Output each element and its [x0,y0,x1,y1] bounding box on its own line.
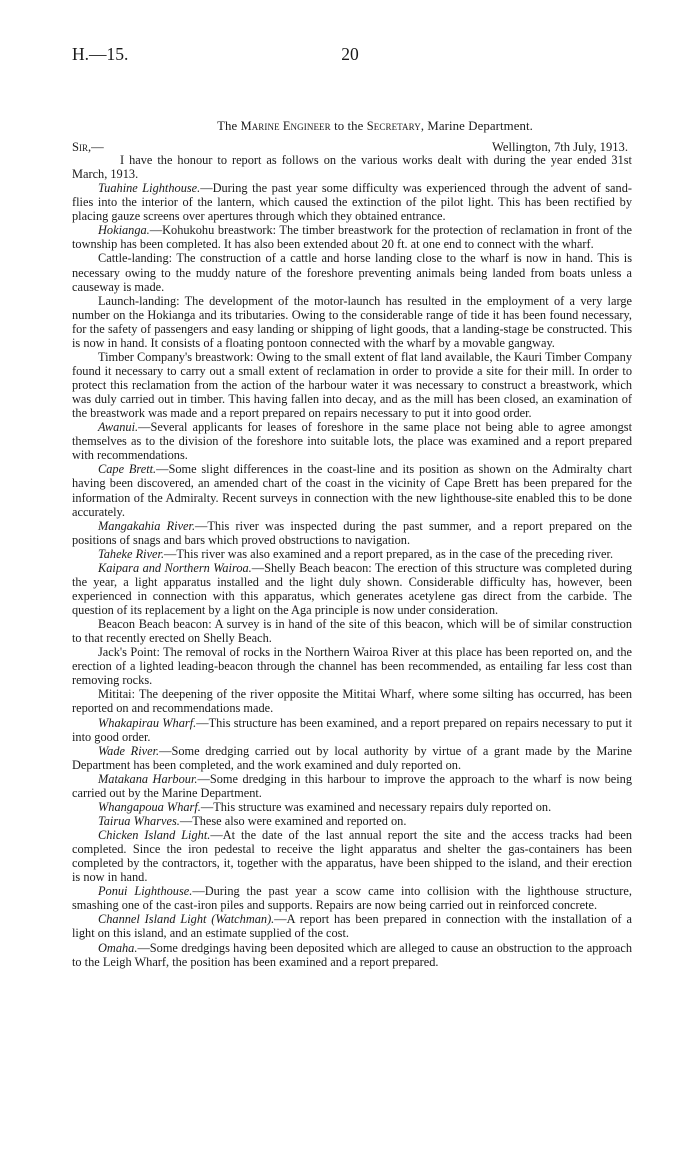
paragraph-text: —This river was also examined and a report prepared, as in the case of the preceding river. [164,546,614,561]
addressee-to: Secretary, [366,119,425,133]
paragraph-text: Cattle-landing: The construction of a cattle and horse landing close to the wharf is now in hand. This is necessary owing to the muddy nature of the foreshore preventing animals being landed from boats unless a causeway is made. [72,251,632,294]
paragraph-heading: Hokianga. [98,223,150,238]
report-paragraph [72,223,632,251]
addressee-prefix: The [217,119,238,133]
paragraph-text: —During the past year some difficulty was experienced through the advent of sand-flies into the interior of the lantern, which caused the extinction of the pilot light. This has been rectified by placing gauze screens over apertures through which they obtained entrance. [72,181,632,224]
page-number: 20 [341,44,359,64]
paragraph-text: —Some slight differences in the coast-line and its position as shown on the Admiralty chart having been discovered, an amended chart of the coast in the vicinity of Cape Brett has been prepared for the information of the Admiralty. Recent surveys in connection with the new lighthouse-site enabled this to be done accurately. [72,462,633,519]
paragraph-heading: Cape Brett. [98,462,157,477]
addressee-line [110,119,640,134]
paragraph-text: —Some dredging carried out by local authority by virtue of a grant made by the Marine Department has been completed, and the work examined and duly reported on. [72,743,632,772]
report-paragraph [72,519,632,547]
report-paragraph [72,181,632,223]
paragraph-text: Timber Company's breastwork: Owing to the small extent of flat land available, the Kauri Timber Company found it necessary to carry out a small extent of reclamation in order to provide a site for their mill. In order to protect this reclamation from the action of the harbour water it was necessary to construct a breastwork, which was duly carried out in timber. This having fallen into decay, and as the mill has been closed, an examination of the breastwork was made and a report prepared on repairs necessary to put it into good order. [72,349,632,421]
report-reference: H.—15. [72,44,129,64]
paragraph-text: —These also were examined and reported on. [179,813,407,828]
paragraph-text: Mititai: The deepening of the river opposite the Mititai Wharf, where some silting has occurred, has been reported on and recommendations made. [72,687,632,716]
report-body [72,153,632,969]
paragraph-text: Beacon Beach beacon: A survey is in hand of the site of this beacon, which will be of similar construction to that recently erected on Shelly Beach. [72,617,632,646]
page-header [72,44,628,70]
report-paragraph [72,420,632,462]
report-paragraph [72,744,632,772]
paragraph-heading: Whakapirau Wharf. [98,715,197,730]
report-paragraph [72,828,632,884]
paragraph-text: —Some dredging in this harbour to improve the approach to the wharf is now being carried out by the Marine Department. [72,771,633,800]
addressee-mid: to the [334,119,364,133]
paragraph-text: —A report has been prepared in connection with the installation of a light on this island, and an estimate supplied of the cost. [72,912,632,941]
report-paragraph [72,617,632,645]
report-paragraph [72,547,632,561]
addressee-dept: Marine Department. [427,119,533,133]
paragraph-heading: Chicken Island Light. [98,828,211,842]
report-paragraph [72,884,632,912]
paragraph-heading: Kaipara and Northern Wairoa. [98,560,252,575]
paragraph-text: —This structure has been examined, and a report prepared on repairs necessary to put it into good order. [72,715,632,744]
paragraph-text: I have the honour to report as follows on the various works dealt with during the year ended 31st March, 1913. [72,153,632,182]
paragraph-text: —Shelly Beach beacon: The erection of this structure was completed during the year, a light apparatus installed and the light duly shown. Considerable difficulty has, however, been experienced in connection with this apparatus, which generates acetylene gas direct from the carbide. The question of its replacement by a light on the Aga principle is now under consideration. [72,560,633,617]
paragraph-heading: Tuahine Lighthouse. [98,181,201,196]
salutation: Sir,— [72,140,104,154]
addressee-from: Marine Engineer [240,119,331,133]
paragraph-heading: Wade River. [98,743,160,758]
report-paragraph [72,772,632,800]
report-paragraph [72,251,632,293]
paragraph-text: —Kohukohu breastwork: The timber breastwork for the protection of reclamation in front of the township has been completed. It has also been extended about 20 ft. at one end to connect with the wharf. [72,223,632,252]
paragraph-heading: Taheke River. [98,546,165,561]
paragraph-heading: Awanui. [98,420,139,435]
paragraph-heading: Matakana Harbour. [98,771,198,786]
paragraph-text: Launch-landing: The development of the motor-launch has resulted in the employment of a very large number on the Hokianga and its tributaries. Owing to the considerable range of tide it has been found necessary, for the safety of passengers and easy landing or shipping of light goods, that a landing-stage be constructed. This is now in hand. It consists of a floating pontoon connected with the wharf by a movable gangway. [72,293,632,350]
report-paragraph [72,716,632,744]
paragraph-text: Jack's Point: The removal of rocks in the Northern Wairoa River at this place has been reported on, and the erection of a lighted leading-beacon through the channel has been recommended, as entailing far less cost than removing rocks. [72,645,632,688]
paragraph-text: —This structure was examined and necessary repairs duly reported on. [200,799,552,814]
paragraph-heading: Channel Island Light (Watchman). [98,912,275,927]
paragraph-heading: Whangapoua Wharf. [98,799,201,814]
report-paragraph [72,800,632,814]
paragraph-text: —Some dredgings having been deposited which are alleged to cause an obstruction to the approach to the Leigh Wharf, the position has been examined and a report prepared. [72,940,632,969]
dateline: Wellington, 7th July, 1913. [492,140,628,154]
report-paragraph [72,687,632,715]
report-paragraph [72,912,632,940]
paragraph-heading: Omaha. [98,940,138,955]
report-paragraph [72,294,632,350]
report-paragraph [72,153,632,181]
report-paragraph [72,941,632,969]
report-paragraph [72,350,632,420]
report-paragraph [72,561,632,617]
paragraph-heading: Tairua Wharves. [98,813,180,828]
report-paragraph [72,462,632,518]
paragraph-text: —During the past year a scow came into collision with the lighthouse structure, smashing one of the cast-iron piles and supports. Repairs are now being carried out in reinforced concrete. [72,884,632,913]
paragraph-text: —At the date of the last annual report the site and the access tracks had been completed. Since the iron pedestal to receive the light apparatus and shelter the gas-containers has been completed by the contractors, it, together with the apparatus, have been shipped to the island, and their erection is now in hand. [72,828,632,885]
report-paragraph [72,645,632,687]
report-paragraph [72,814,632,828]
paragraph-heading: Ponui Lighthouse. [98,884,193,899]
paragraph-text: —Several applicants for leases of foreshore in the same place not being able to agree amongst themselves as to the division of the foreshore into suitable lots, the place was examined and a report prepared with recommendations. [72,420,632,463]
paragraph-heading: Mangakahia River. [98,518,196,533]
paragraph-text: —This river was inspected during the past summer, and a report prepared on the positions of snags and bars which proved obstructions to navigation. [72,518,632,547]
